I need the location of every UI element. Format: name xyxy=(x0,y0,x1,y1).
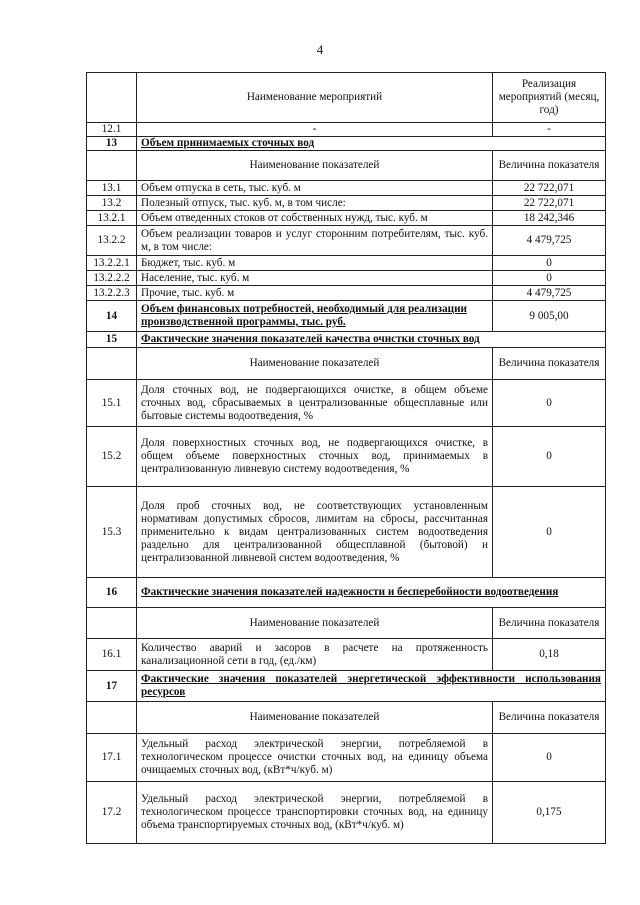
table-row xyxy=(87,123,606,137)
row-value: 22 722,071 xyxy=(493,196,606,211)
row-value: 0 xyxy=(493,271,606,286)
section-title-row xyxy=(87,332,606,348)
table-row xyxy=(87,639,606,671)
subheader-num-cell xyxy=(87,348,137,380)
subheader-row xyxy=(87,608,606,639)
subheader-name: Наименование показателей xyxy=(137,151,493,181)
row-name: Объем отпуска в сеть, тыс. куб. м xyxy=(137,181,493,196)
subheader-value: Величина показателя xyxy=(493,348,606,380)
section-value: 9 005,00 xyxy=(493,301,606,332)
header-name-cell: Наименование мероприятий xyxy=(137,73,493,123)
row-name: Доля проб сточных вод, не соответствующих установленным нормативам допустимых сбросов, лимитам на сбросы, рассчитанная применительно к видам централизованных систем водоотведения раздельно для централизованной общесплавной (бытовой) и централизованной ливневой систем водоотведения, % xyxy=(137,487,493,578)
row-value: 0 xyxy=(493,427,606,487)
row-name: Доля поверхностных сточных вод, не подвергающихся очистке, в общем объеме поверхностных сточных вод, принимаемых в централизованную ливневую систему водоотведения, % xyxy=(137,427,493,487)
row-value: 0 xyxy=(493,380,606,427)
row-value: 4 479,725 xyxy=(493,226,606,256)
row-number: 13.2.2.2 xyxy=(87,271,137,286)
row-number: 17.2 xyxy=(87,782,137,844)
page-number: 4 xyxy=(316,42,324,57)
section-title: Объем принимаемых сточных вод xyxy=(137,137,606,151)
row-number: 12.1 xyxy=(87,123,137,137)
table-row xyxy=(87,380,606,427)
subheader-row xyxy=(87,348,606,380)
subheader-num-cell xyxy=(87,151,137,181)
table-row xyxy=(87,181,606,196)
row-value: 0 xyxy=(493,734,606,782)
row-number: 13.2.1 xyxy=(87,211,137,226)
row-name: - xyxy=(137,123,493,137)
row-name: Количество аварий и засоров в расчете на протяженность канализационной сети в год, (ед./км) xyxy=(137,639,493,671)
row-value: 0,175 xyxy=(493,782,606,844)
subheader-value: Величина показателя xyxy=(493,151,606,181)
table-row xyxy=(87,427,606,487)
table-row xyxy=(87,487,606,578)
row-value: 22 722,071 xyxy=(493,181,606,196)
row-number: 16.1 xyxy=(87,639,137,671)
row-number: 13.1 xyxy=(87,181,137,196)
section-title: Фактические значения показателей качества очистки сточных вод xyxy=(137,332,606,348)
subheader-num-cell xyxy=(87,702,137,734)
row-value: - xyxy=(493,123,606,137)
subheader-num-cell xyxy=(87,608,137,639)
subheader-name: Наименование показателей xyxy=(137,348,493,380)
table-row xyxy=(87,196,606,211)
row-name: Бюджет, тыс. куб. м xyxy=(137,256,493,271)
row-value: 0 xyxy=(493,487,606,578)
row-number: 13.2.2 xyxy=(87,226,137,256)
section-number: 13 xyxy=(87,137,137,151)
section-title: Объем финансовых потребностей, необходимый для реализации производственной программы, тыс. руб. xyxy=(137,301,493,332)
section-title-row xyxy=(87,137,606,151)
row-number: 15.3 xyxy=(87,487,137,578)
subheader-row xyxy=(87,151,606,181)
row-name: Объем реализации товаров и услуг сторонним потребителям, тыс. куб. м, в том числе: xyxy=(137,226,493,256)
row-name: Удельный расход электрической энергии, потребляемой в технологическом процессе транспортировки сточных вод, на единицу объема транспортируемых сточных вод, (кВт*ч/куб. м) xyxy=(137,782,493,844)
header-value-cell: Реализация мероприятий (месяц, год) xyxy=(493,73,606,123)
table-row xyxy=(87,734,606,782)
row-name: Полезный отпуск, тыс. куб. м, в том числе: xyxy=(137,196,493,211)
section-number: 14 xyxy=(87,301,137,332)
row-value: 0,18 xyxy=(493,639,606,671)
table-row xyxy=(87,226,606,256)
row-number: 17.1 xyxy=(87,734,137,782)
section-number: 17 xyxy=(87,671,137,702)
section-number: 16 xyxy=(87,578,137,608)
row-number: 13.2.2.3 xyxy=(87,286,137,301)
header-num-cell xyxy=(87,73,137,123)
row-number: 13.2 xyxy=(87,196,137,211)
subheader-name: Наименование показателей xyxy=(137,608,493,639)
indicators-table xyxy=(86,72,606,844)
table-row xyxy=(87,256,606,271)
section-title-row xyxy=(87,578,606,608)
row-number: 15.1 xyxy=(87,380,137,427)
table-row xyxy=(87,782,606,844)
section-title: Фактические значения показателей надежности и бесперебойности водоотведения xyxy=(137,578,606,608)
row-value: 4 479,725 xyxy=(493,286,606,301)
subheader-name: Наименование показателей xyxy=(137,702,493,734)
subheader-value: Величина показателя xyxy=(493,608,606,639)
row-value: 18 242,346 xyxy=(493,211,606,226)
row-name: Население, тыс. куб. м xyxy=(137,271,493,286)
row-name: Доля сточных вод, не подвергающихся очистке, в общем объеме сточных вод, сбрасываемых в централизованные общесплавные или бытовые системы водоотведения, % xyxy=(137,380,493,427)
row-number: 15.2 xyxy=(87,427,137,487)
row-number: 13.2.2.1 xyxy=(87,256,137,271)
subheader-value: Величина показателя xyxy=(493,702,606,734)
section-number: 15 xyxy=(87,332,137,348)
row-name: Удельный расход электрической энергии, потребляемой в технологическом процессе очистки сточных вод, на единицу объема очищаемых сточных вод, (кВт*ч/куб. м) xyxy=(137,734,493,782)
table-header-row xyxy=(87,73,606,123)
section-title: Фактические значения показателей энергетической эффективности использования ресурсов xyxy=(137,671,606,702)
subheader-row xyxy=(87,702,606,734)
table-row xyxy=(87,211,606,226)
section-title-row xyxy=(87,671,606,702)
section-title-row xyxy=(87,301,606,332)
table-row xyxy=(87,286,606,301)
row-name: Объем отведенных стоков от собственных нужд, тыс. куб. м xyxy=(137,211,493,226)
row-value: 0 xyxy=(493,256,606,271)
row-name: Прочие, тыс. куб. м xyxy=(137,286,493,301)
table-row xyxy=(87,271,606,286)
